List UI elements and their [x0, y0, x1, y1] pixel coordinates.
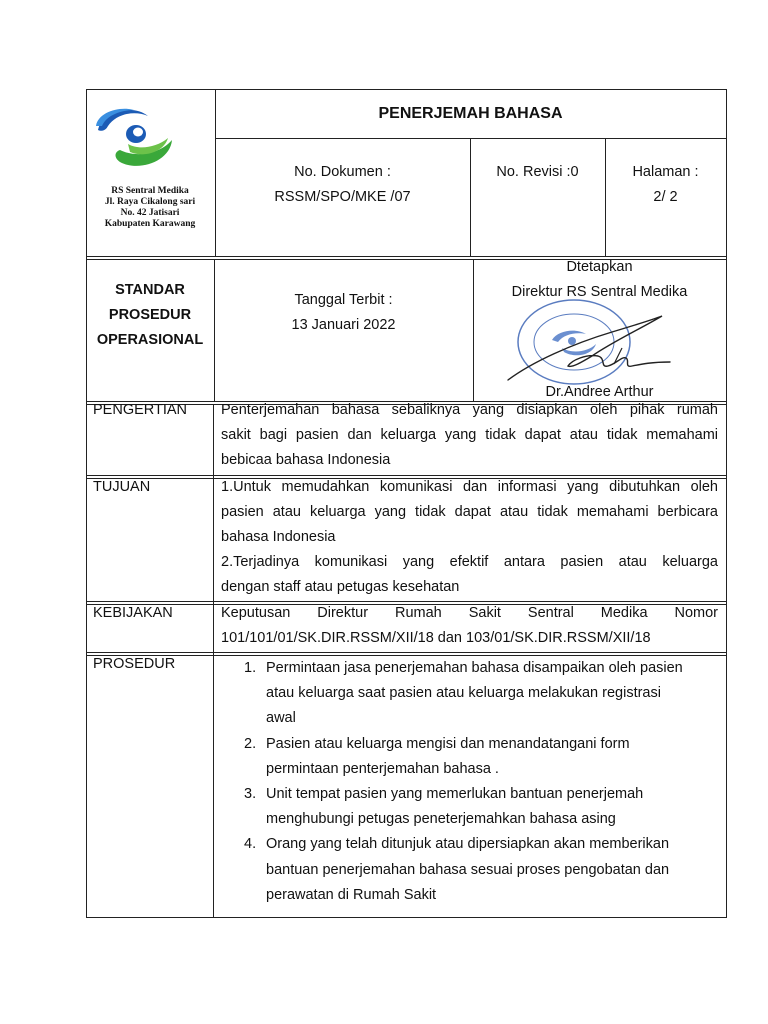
- sop-date-divider: [473, 259, 474, 401]
- approved-label: Dtetapkan: [566, 259, 633, 275]
- header-bottom-divider: [86, 256, 727, 257]
- sop-heading-line-1: STANDAR: [115, 282, 185, 298]
- prosedur-item-2-line-1: Pasien atau keluarga mengisi dan menandatangani form: [266, 736, 630, 752]
- hospital-logo: [94, 104, 176, 172]
- prosedur-item-3-line-1: Unit tempat pasien yang memerlukan bantuan penerjemah: [266, 786, 644, 802]
- tujuan-row-bottom: [86, 601, 727, 602]
- tujuan-line-5: dengan staff atau petugas kesehatan: [221, 579, 460, 595]
- prosedur-item-4-number: 4.: [244, 836, 257, 852]
- pengertian-line-1: Penterjemahan bahasa sebaliknya yang disiapkan oleh pihak rumah: [221, 402, 718, 418]
- prosedur-item-2-number: 2.: [244, 736, 257, 752]
- kebijakan-row-bottom-2: [86, 655, 727, 656]
- hospital-address-3: Kabupaten Karawang: [104, 219, 196, 229]
- page-value: 2/ 2: [653, 189, 678, 205]
- sop-heading-line-2: PROSEDUR: [108, 307, 192, 323]
- prosedur-item-1-line-1: Permintaan jasa penerjemahan bahasa disampaikan oleh pasien: [266, 660, 683, 676]
- document-title: PENERJEMAH BAHASA: [378, 105, 563, 122]
- prosedur-item-1-line-2: atau keluarga saat pasien atau keluarga melakukan registrasi: [266, 685, 661, 701]
- hospital-info: [90, 186, 210, 230]
- kebijakan-line-2: 101/101/01/SK.DIR.RSSM/XII/18 dan 103/01/SK.DIR.RSSM/XII/18: [221, 630, 651, 646]
- prosedur-label: PROSEDUR: [93, 656, 176, 672]
- director-signature: [502, 312, 678, 386]
- doc-number-label: No. Dokumen :: [294, 164, 391, 180]
- page-label: Halaman :: [632, 164, 699, 180]
- tujuan-line-2: pasien atau keluarga yang tidak dapat atau tidak memahami berbicara: [221, 504, 718, 520]
- pengertian-line-3: bebicaa bahasa Indonesia: [221, 452, 391, 468]
- kebijakan-line-1: Keputusan Direktur Rumah Sakit Sentral Medika Nomor: [221, 605, 718, 621]
- tujuan-line-3: bahasa Indonesia: [221, 529, 336, 545]
- director-name: Dr.Andree Arthur: [545, 384, 654, 400]
- doc-number-value: RSSM/SPO/MKE /07: [274, 189, 411, 205]
- doc-revision-divider: [470, 138, 471, 257]
- pengertian-row-bottom: [86, 475, 727, 476]
- prosedur-item-1-line-3: awal: [266, 710, 296, 726]
- prosedur-item-4-line-3: perawatan di Rumah Sakit: [266, 887, 437, 903]
- hospital-address-1: Jl. Raya Cikalong sari: [104, 197, 196, 207]
- sop-heading-line-3: OPERASIONAL: [96, 332, 204, 348]
- prosedur-item-4-line-2: bantuan penerjemahan bahasa sesuai proses pengobatan dan: [266, 862, 670, 878]
- pengertian-line-2: sakit bagi pasien dan keluarga yang tidak dapat atau tidak memahami: [221, 427, 718, 443]
- director-title: Direktur RS Sentral Medika: [511, 284, 688, 300]
- tujuan-line-1: 1.Untuk memudahkan komunikasi dan informasi yang dibutuhkan oleh: [221, 479, 718, 495]
- tujuan-label: TUJUAN: [93, 479, 151, 495]
- prosedur-item-2-line-2: permintaan penterjemahan bahasa .: [266, 761, 499, 777]
- prosedur-item-3-line-2: menghubungi petugas peneterjemahkan bahasa asing: [266, 811, 616, 827]
- prosedur-item-3-number: 3.: [244, 786, 257, 802]
- prosedur-item-1-number: 1.: [244, 660, 257, 676]
- kebijakan-label: KEBIJAKAN: [93, 605, 173, 621]
- issued-date: 13 Januari 2022: [291, 317, 396, 333]
- pengertian-label: PENGERTIAN: [93, 402, 188, 418]
- hospital-name: RS Sentral Medika: [111, 186, 189, 196]
- sop-heading: [86, 278, 214, 353]
- hospital-address-2: No. 42 Jatisari: [120, 208, 180, 218]
- kebijakan-row-bottom: [86, 652, 727, 653]
- prosedur-item-4-line-1: Orang yang telah ditunjuk atau dipersiapkan akan memberikan: [266, 836, 670, 852]
- tujuan-line-4: 2.Terjadinya komunikasi yang efektif antara pasien atau keluarga: [221, 554, 718, 570]
- issued-label: Tanggal Terbit :: [294, 292, 393, 308]
- revision-number: No. Revisi :0: [496, 164, 579, 180]
- section-label-divider: [213, 404, 214, 918]
